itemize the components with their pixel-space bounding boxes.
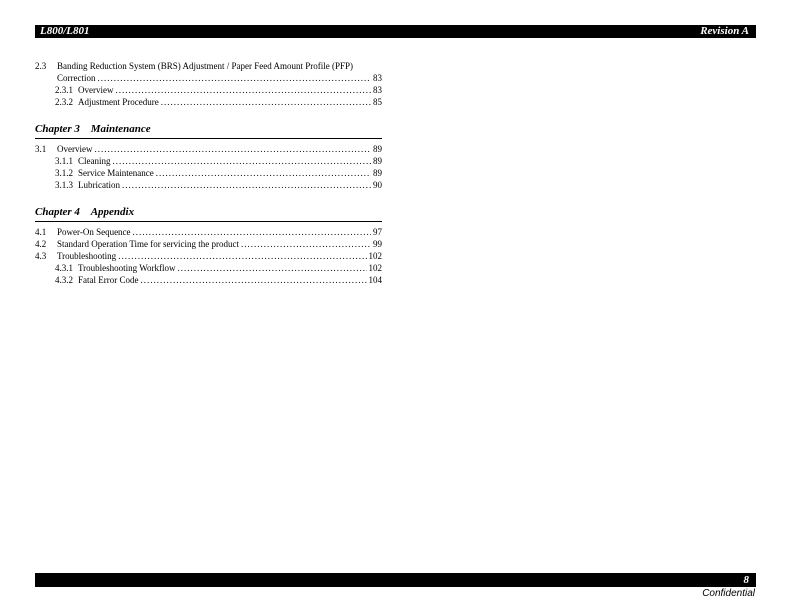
leader-dots bbox=[95, 143, 372, 155]
toc-title: Power-On Sequence bbox=[57, 227, 131, 237]
toc-page: 89 bbox=[373, 168, 382, 178]
toc-title: Troubleshooting Workflow bbox=[78, 263, 176, 273]
toc-page: 83 bbox=[373, 85, 382, 95]
toc-entry-3-1[interactable] bbox=[35, 143, 382, 155]
leader-dots bbox=[140, 274, 366, 286]
revision-label: Revision A bbox=[700, 25, 749, 37]
toc-number: 4.3.1 bbox=[55, 263, 73, 273]
toc-title-cont: Correction bbox=[57, 73, 96, 83]
toc-entry-2-3-line1[interactable] bbox=[35, 60, 382, 72]
toc-page: 97 bbox=[373, 227, 382, 237]
footer-bar bbox=[35, 573, 756, 587]
confidential-label: Confidential bbox=[702, 588, 755, 599]
toc-page: 85 bbox=[373, 97, 382, 107]
toc-title: Banding Reduction System (BRS) Adjustment / Paper Feed Amount Profile (PFP) bbox=[57, 61, 353, 71]
chapter-title: Appendix bbox=[90, 206, 135, 218]
leader-dots bbox=[241, 238, 371, 250]
toc-title: Adjustment Procedure bbox=[78, 97, 159, 107]
chapter-label: Chapter 3 bbox=[35, 123, 80, 135]
toc-page: 83 bbox=[373, 73, 382, 83]
toc-page: 99 bbox=[373, 239, 382, 249]
toc-number: 3.1.1 bbox=[55, 156, 73, 166]
chapter-4-heading[interactable] bbox=[35, 205, 382, 222]
chapter-title: Maintenance bbox=[90, 123, 151, 135]
leader-dots bbox=[161, 96, 371, 108]
toc-number: 3.1.3 bbox=[55, 180, 73, 190]
toc-title: Lubrication bbox=[78, 180, 120, 190]
leader-dots bbox=[118, 250, 366, 262]
toc-entry-4-1[interactable] bbox=[35, 226, 382, 238]
toc-number: 2.3.2 bbox=[55, 97, 73, 107]
toc-entry-2-3-1[interactable] bbox=[35, 84, 382, 96]
leader-dots bbox=[98, 72, 372, 84]
toc-page: 89 bbox=[373, 156, 382, 166]
toc-number: 2.3.1 bbox=[55, 85, 73, 95]
toc-entry-4-3-2[interactable] bbox=[35, 274, 382, 286]
leader-dots bbox=[113, 155, 372, 167]
toc-page: 102 bbox=[368, 263, 382, 273]
toc-title: Standard Operation Time for servicing the product bbox=[57, 239, 239, 249]
leader-dots bbox=[178, 262, 367, 274]
toc-number: 4.3.2 bbox=[55, 275, 73, 285]
toc-title: Service Maintenance bbox=[78, 168, 154, 178]
header-bar bbox=[35, 25, 756, 38]
toc-page: 102 bbox=[368, 251, 382, 261]
toc-number: 3.1.2 bbox=[55, 168, 73, 178]
toc-page: 89 bbox=[373, 144, 382, 154]
toc-entry-4-3-1[interactable] bbox=[35, 262, 382, 274]
toc-title: Troubleshooting bbox=[57, 251, 117, 261]
toc-title: Fatal Error Code bbox=[78, 275, 139, 285]
toc-entry-4-2[interactable] bbox=[35, 238, 382, 250]
toc-entry-3-1-2[interactable] bbox=[35, 167, 382, 179]
model-name: L800/L801 bbox=[40, 25, 90, 37]
toc-entry-4-3[interactable] bbox=[35, 250, 382, 262]
leader-dots bbox=[122, 179, 371, 191]
toc-number: 3.1 bbox=[35, 144, 47, 154]
toc-number: 4.1 bbox=[35, 227, 47, 237]
chapter-label: Chapter 4 bbox=[35, 206, 80, 218]
toc-number: 2.3 bbox=[35, 61, 47, 71]
toc-title: Cleaning bbox=[78, 156, 111, 166]
toc-page: 104 bbox=[368, 275, 382, 285]
leader-dots bbox=[133, 226, 371, 238]
toc-entry-3-1-1[interactable] bbox=[35, 155, 382, 167]
chapter-3-heading[interactable] bbox=[35, 122, 382, 139]
toc-entry-2-3-2[interactable] bbox=[35, 96, 382, 108]
toc-entry-3-1-3[interactable] bbox=[35, 179, 382, 191]
toc-number: 4.2 bbox=[35, 239, 47, 249]
toc-title: Overview bbox=[78, 85, 114, 95]
toc-page: 90 bbox=[373, 180, 382, 190]
toc-title: Overview bbox=[57, 144, 93, 154]
page-number: 8 bbox=[743, 574, 749, 586]
leader-dots bbox=[156, 167, 371, 179]
toc-number: 4.3 bbox=[35, 251, 47, 261]
leader-dots bbox=[116, 84, 372, 96]
toc-entry-2-3-line2[interactable] bbox=[35, 72, 382, 84]
